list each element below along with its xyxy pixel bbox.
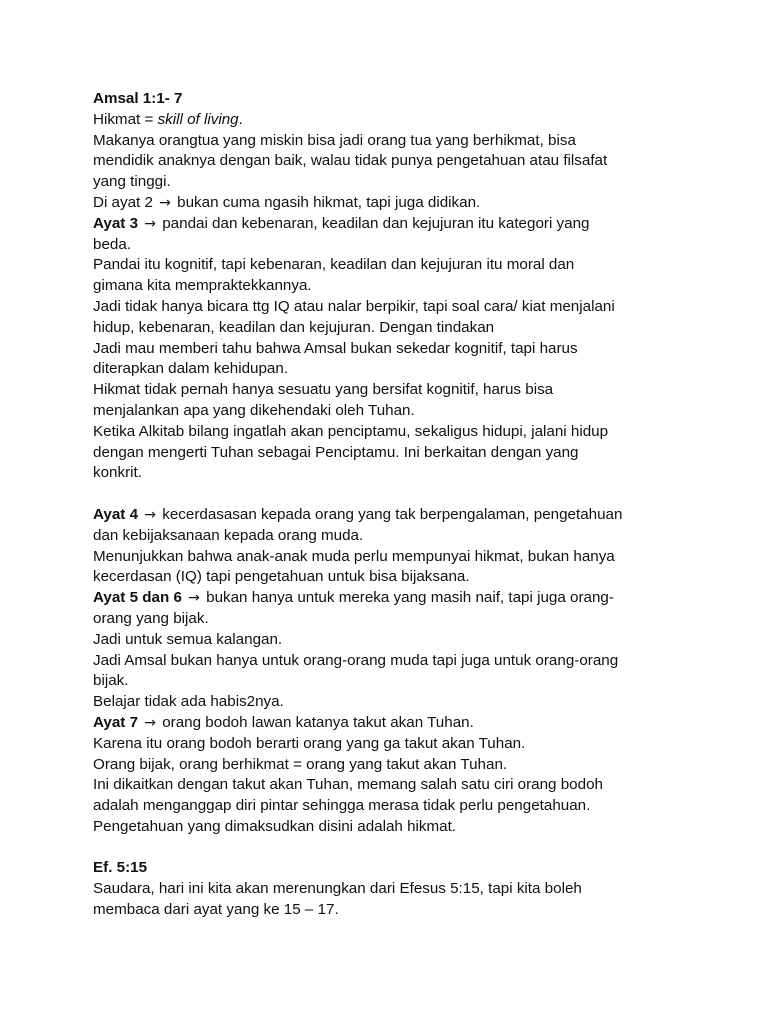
text-line: Saudara, hari ini kita akan merenungkan dari Efesus 5:15, tapi kita boleh	[93, 880, 582, 898]
ayat56-label: Ayat 5 dan 6	[93, 589, 182, 607]
text-line: Ketika Alkitab bilang ingatlah akan penciptamu, sekaligus hidupi, jalani hidup	[93, 422, 609, 440]
paragraph-gap	[93, 838, 693, 859]
text-line: adalah menganggap diri pintar sehingga merasa tidak perlu pengetahuan.	[93, 797, 591, 815]
ayat7-line	[93, 713, 693, 734]
ayat56-line	[93, 588, 693, 609]
hikmat-definition	[93, 110, 693, 131]
ayat2-prefix: Di ayat 2	[93, 193, 153, 211]
text-line: dengan mengerti Tuhan sebagai Penciptamu. Ini berkaitan dengan yang	[93, 443, 579, 461]
text-line: Ini dikaitkan dengan takut akan Tuhan, memang salah satu ciri orang bodoh	[93, 776, 603, 794]
text-line: Makanya orangtua yang miskin bisa jadi orang tua yang berhikmat, bisa	[93, 131, 576, 149]
hikmat-suffix: .	[238, 110, 243, 128]
text-line: hidup, kebenaran, keadilan dan kejujuran. Dengan tindakan	[93, 318, 495, 336]
text-line: Pengetahuan yang dimaksudkan disini adalah hikmat.	[93, 817, 457, 835]
section-heading-amsal: Amsal 1:1- 7	[93, 90, 183, 107]
text-line: Hikmat tidak pernah hanya sesuatu yang bersifat kognitif, harus bisa	[93, 381, 554, 399]
text-line: Jadi Amsal bukan hanya untuk orang-orang muda tapi juga untuk orang-orang	[93, 651, 619, 669]
section-heading-efesus: Ef. 5:15	[93, 859, 148, 877]
text-line: bijak.	[93, 672, 129, 690]
text-line: Karena itu orang bodoh berarti orang yang ga takut akan Tuhan.	[93, 734, 526, 752]
text-line: mendidik anaknya dengan baik, walau tidak punya pengetahuan atau filsafat	[93, 152, 608, 170]
hikmat-prefix: Hikmat =	[93, 110, 158, 128]
text-line: gimana kita mempraktekkannya.	[93, 277, 312, 295]
text-line: menjalankan apa yang dikehendaki oleh Tuhan.	[93, 401, 415, 419]
text-line: Jadi tidak hanya bicara ttg IQ atau nalar berpikir, tapi soal cara/ kiat menjalani	[93, 297, 615, 315]
arrow-right-icon: →	[188, 590, 200, 607]
text-line: kecerdasan (IQ) tapi pengetahuan untuk bisa bijaksana.	[93, 568, 470, 586]
arrow-right-icon: →	[144, 714, 156, 731]
document-page	[93, 89, 693, 921]
text-line: orang yang bijak.	[93, 609, 209, 627]
text-line: beda.	[93, 235, 132, 253]
ayat3-label: Ayat 3	[93, 214, 139, 232]
text-line: Orang bijak, orang berhikmat = orang yang takut akan Tuhan.	[93, 755, 508, 773]
ayat3-text: pandai dan kebenaran, keadilan dan kejujuran itu kategori yang	[162, 214, 590, 232]
text-line: membaca dari ayat yang ke 15 – 17.	[93, 901, 339, 919]
ayat4-line	[93, 505, 693, 526]
ayat3-line	[93, 214, 693, 235]
text-line: konkrit.	[93, 464, 142, 482]
text-line: dan kebijaksanaan kepada orang muda.	[93, 526, 364, 544]
arrow-right-icon: →	[144, 506, 156, 523]
ayat56-text: bukan hanya untuk mereka yang masih naif, tapi juga orang-	[206, 589, 614, 607]
text-line: yang tinggi.	[93, 173, 171, 191]
ayat7-label: Ayat 7	[93, 713, 139, 731]
text-line: Jadi untuk semua kalangan.	[93, 630, 283, 648]
arrow-right-icon: →	[144, 215, 156, 232]
text-line: Pandai itu kognitif, tapi kebenaran, keadilan dan kejujuran itu moral dan	[93, 256, 575, 274]
text-line: Menunjukkan bahwa anak-anak muda perlu mempunyai hikmat, bukan hanya	[93, 547, 615, 565]
arrow-right-icon: →	[159, 194, 171, 211]
text-line: diterapkan dalam kehidupan.	[93, 360, 289, 378]
paragraph-gap	[93, 484, 693, 505]
ayat2-text: bukan cuma ngasih hikmat, tapi juga didikan.	[177, 193, 481, 211]
ayat4-text: kecerdasasan kepada orang yang tak berpengalaman, pengetahuan	[162, 505, 623, 523]
ayat2-line	[93, 193, 693, 214]
text-line: Jadi mau memberi tahu bahwa Amsal bukan sekedar kognitif, tapi harus	[93, 339, 578, 357]
text-line: Belajar tidak ada habis2nya.	[93, 693, 284, 711]
ayat7-text: orang bodoh lawan katanya takut akan Tuhan.	[162, 713, 474, 731]
hikmat-def: skill of living	[157, 110, 239, 128]
ayat4-label: Ayat 4	[93, 505, 139, 523]
